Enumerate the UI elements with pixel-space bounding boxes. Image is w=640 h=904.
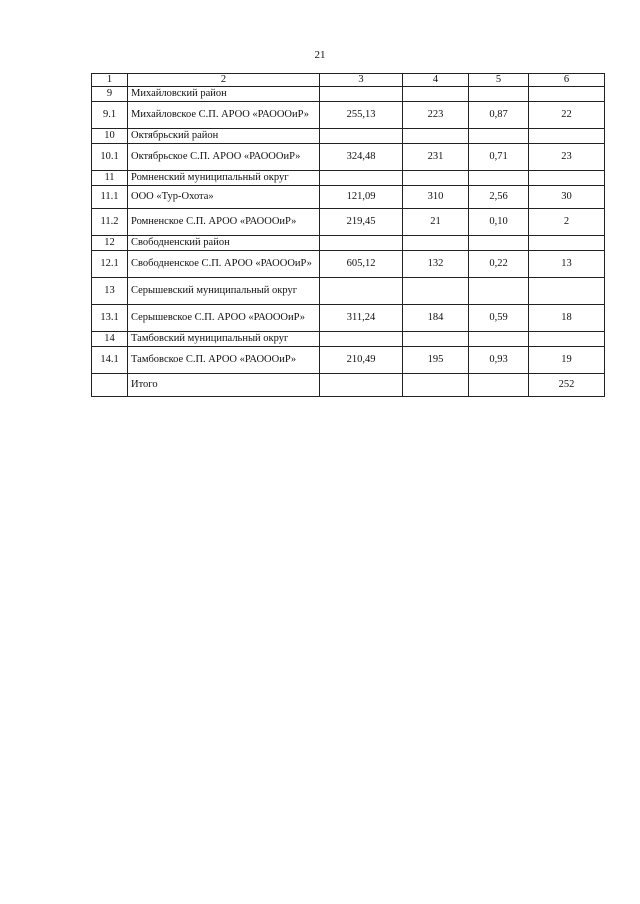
value-col6: 13 <box>529 251 605 278</box>
value-col3 <box>320 236 403 251</box>
value-col3: 121,09 <box>320 186 403 209</box>
header-cell: 5 <box>469 74 529 87</box>
row-number: 10 <box>92 129 128 144</box>
value-col6: 2 <box>529 209 605 236</box>
value-col6: 252 <box>529 374 605 397</box>
value-col4 <box>403 374 469 397</box>
value-col5 <box>469 278 529 305</box>
value-col5 <box>469 171 529 186</box>
value-col4 <box>403 171 469 186</box>
row-name: Свободненское С.П. АРОО «РАОООиР» <box>128 251 320 278</box>
row-number: 11.2 <box>92 209 128 236</box>
value-col3 <box>320 278 403 305</box>
row-name: Серышевский муниципальный округ <box>128 278 320 305</box>
value-col4 <box>403 278 469 305</box>
section-row <box>92 87 605 102</box>
table-row <box>92 102 605 129</box>
value-col3: 255,13 <box>320 102 403 129</box>
value-col6: 19 <box>529 347 605 374</box>
header-cell: 1 <box>92 74 128 87</box>
section-row <box>92 171 605 186</box>
table-row <box>92 305 605 332</box>
value-col5 <box>469 87 529 102</box>
value-col5: 0,10 <box>469 209 529 236</box>
row-name: Михайловское С.П. АРОО «РАОООиР» <box>128 102 320 129</box>
value-col3: 605,12 <box>320 251 403 278</box>
row-number: 13.1 <box>92 305 128 332</box>
value-col6 <box>529 171 605 186</box>
table-row <box>92 347 605 374</box>
value-col3: 219,45 <box>320 209 403 236</box>
section-row <box>92 278 605 305</box>
section-row <box>92 332 605 347</box>
value-col4: 231 <box>403 144 469 171</box>
section-row <box>92 129 605 144</box>
value-col6 <box>529 87 605 102</box>
value-col5 <box>469 332 529 347</box>
value-col6: 18 <box>529 305 605 332</box>
row-number: 9.1 <box>92 102 128 129</box>
header-row <box>92 74 605 87</box>
header-cell: 2 <box>128 74 320 87</box>
row-number: 14 <box>92 332 128 347</box>
row-name: Тамбовское С.П. АРОО «РАОООиР» <box>128 347 320 374</box>
row-name: Тамбовский муниципальный округ <box>128 332 320 347</box>
row-name: Серышевское С.П. АРОО «РАОООиР» <box>128 305 320 332</box>
row-name: ООО «Тур-Охота» <box>128 186 320 209</box>
value-col5: 0,93 <box>469 347 529 374</box>
value-col6 <box>529 129 605 144</box>
value-col6 <box>529 236 605 251</box>
value-col4: 310 <box>403 186 469 209</box>
table-row <box>92 251 605 278</box>
value-col6: 22 <box>529 102 605 129</box>
value-col6 <box>529 332 605 347</box>
value-col5 <box>469 129 529 144</box>
value-col3 <box>320 87 403 102</box>
row-number: 10.1 <box>92 144 128 171</box>
value-col3 <box>320 171 403 186</box>
value-col3: 210,49 <box>320 347 403 374</box>
value-col3 <box>320 374 403 397</box>
row-name: Октябрьский район <box>128 129 320 144</box>
row-name: Итого <box>128 374 320 397</box>
value-col4: 21 <box>403 209 469 236</box>
value-col4 <box>403 87 469 102</box>
value-col6 <box>529 278 605 305</box>
row-number: 12.1 <box>92 251 128 278</box>
row-name: Михайловский район <box>128 87 320 102</box>
value-col4: 184 <box>403 305 469 332</box>
table-row <box>92 144 605 171</box>
value-col3: 311,24 <box>320 305 403 332</box>
value-col5: 0,87 <box>469 102 529 129</box>
header-cell: 4 <box>403 74 469 87</box>
value-col4 <box>403 236 469 251</box>
data-table <box>91 73 605 397</box>
header-cell: 6 <box>529 74 605 87</box>
table-body <box>92 74 605 397</box>
value-col5 <box>469 374 529 397</box>
row-number: 9 <box>92 87 128 102</box>
total-row <box>92 374 605 397</box>
row-name: Октябрьское С.П. АРОО «РАОООиР» <box>128 144 320 171</box>
row-name: Свободненский район <box>128 236 320 251</box>
value-col5: 0,71 <box>469 144 529 171</box>
value-col4: 132 <box>403 251 469 278</box>
row-number: 11.1 <box>92 186 128 209</box>
value-col5 <box>469 236 529 251</box>
header-cell: 3 <box>320 74 403 87</box>
value-col3 <box>320 332 403 347</box>
value-col4: 223 <box>403 102 469 129</box>
row-number: 12 <box>92 236 128 251</box>
value-col4: 195 <box>403 347 469 374</box>
row-name: Ромненское С.П. АРОО «РАОООиР» <box>128 209 320 236</box>
value-col4 <box>403 129 469 144</box>
value-col3 <box>320 129 403 144</box>
row-number: 14.1 <box>92 347 128 374</box>
value-col5: 2,56 <box>469 186 529 209</box>
row-number: 11 <box>92 171 128 186</box>
value-col5: 0,59 <box>469 305 529 332</box>
value-col5: 0,22 <box>469 251 529 278</box>
value-col6: 23 <box>529 144 605 171</box>
section-row <box>92 236 605 251</box>
value-col3: 324,48 <box>320 144 403 171</box>
value-col6: 30 <box>529 186 605 209</box>
page-number: 21 <box>314 49 326 61</box>
row-name: Ромненский муниципальный округ <box>128 171 320 186</box>
table-row <box>92 186 605 209</box>
table-row <box>92 209 605 236</box>
row-number: 13 <box>92 278 128 305</box>
row-number <box>92 374 128 397</box>
value-col4 <box>403 332 469 347</box>
